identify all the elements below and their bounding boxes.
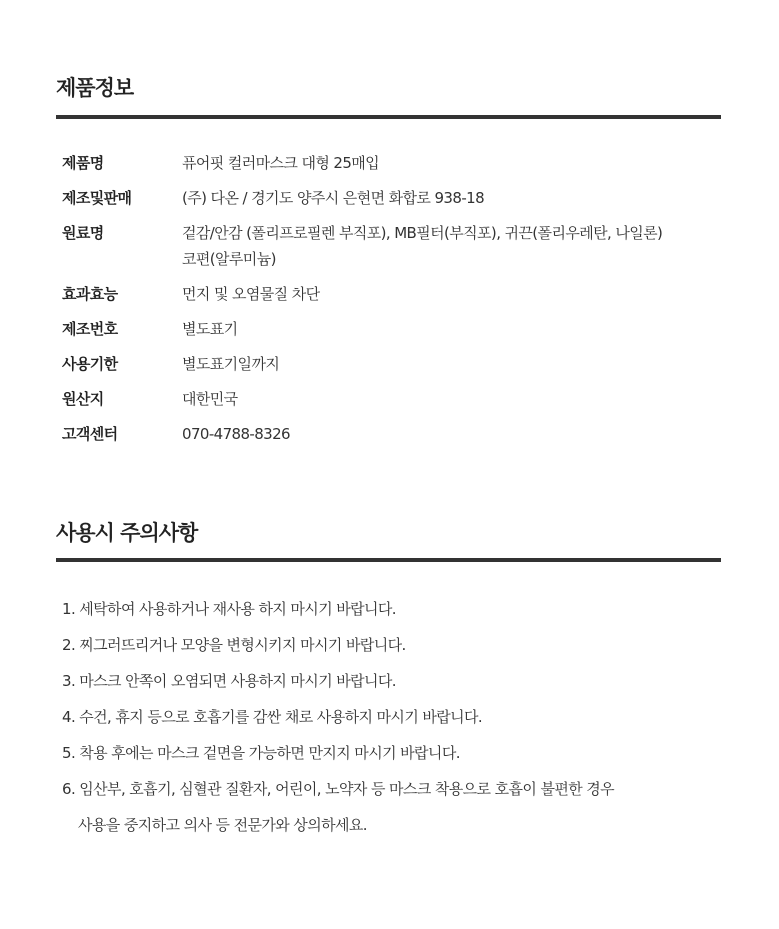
info-value: 먼지 및 오염물질 차단 — [182, 285, 320, 303]
product-info-title: 제품정보 — [56, 76, 134, 100]
info-row-expiry — [62, 351, 727, 377]
info-row-lot-number — [62, 316, 727, 342]
caution-text: 1. 세탁하여 사용하거나 재사용 하지 마시기 바랍니다. — [62, 600, 396, 618]
caution-text-continued: 사용을 중지하고 의사 등 전문가와 상의하세요. — [78, 816, 367, 834]
info-label: 제품명 — [62, 154, 104, 172]
caution-text: 5. 착용 후에는 마스크 겉면을 가능하면 만지지 마시기 바랍니다. — [62, 744, 460, 762]
caution-item — [62, 771, 727, 843]
info-label: 효과효능 — [62, 285, 118, 303]
info-value: 대한민국 — [182, 390, 238, 408]
cautions-title: 사용시 주의사항 — [56, 521, 198, 545]
info-row-product-name — [62, 150, 727, 176]
caution-item — [62, 699, 727, 735]
info-value: 별도표기 — [182, 320, 238, 338]
caution-item — [62, 591, 727, 627]
info-row-efficacy — [62, 281, 727, 307]
info-label: 원료명 — [62, 224, 104, 242]
info-row-materials — [62, 220, 727, 272]
info-row-customer-center — [62, 421, 727, 447]
info-label: 제조번호 — [62, 320, 118, 338]
caution-text: 3. 마스크 안쪽이 오염되면 사용하지 마시기 바랍니다. — [62, 672, 396, 690]
info-label: 제조및판매 — [62, 189, 132, 207]
caution-text: 2. 찌그러뜨리거나 모양을 변형시키지 마시기 바랍니다. — [62, 636, 406, 654]
info-value: (주) 다온 / 경기도 양주시 은현면 화합로 938-18 — [182, 189, 485, 207]
info-label: 사용기한 — [62, 355, 118, 373]
info-label: 원산지 — [62, 390, 104, 408]
cautions-divider — [56, 558, 721, 562]
caution-list — [62, 591, 727, 843]
caution-item — [62, 663, 727, 699]
caution-item — [62, 627, 727, 663]
info-row-manufacturer — [62, 185, 727, 211]
caution-item — [62, 735, 727, 771]
product-info-table — [62, 150, 727, 447]
info-value: 겉감/안감 (폴리프로필렌 부직포), MB필터(부직포), 귀끈(폴리우레탄, 나일론) 코편(알루미늄) — [182, 224, 663, 268]
info-label: 고객센터 — [62, 425, 118, 443]
info-row-origin — [62, 386, 727, 412]
info-value: 퓨어핏 컬러마스크 대형 25매입 — [182, 154, 380, 172]
info-value: 별도표기일까지 — [182, 355, 280, 373]
caution-text: 4. 수건, 휴지 등으로 호흡기를 감싼 채로 사용하지 마시기 바랍니다. — [62, 708, 483, 726]
product-info-divider — [56, 115, 721, 119]
info-value: 070-4788-8326 — [182, 425, 291, 443]
caution-text: 6. 임산부, 호흡기, 심혈관 질환자, 어린이, 노약자 등 마스크 착용으로 호흡이 불편한 경우 — [62, 780, 615, 798]
